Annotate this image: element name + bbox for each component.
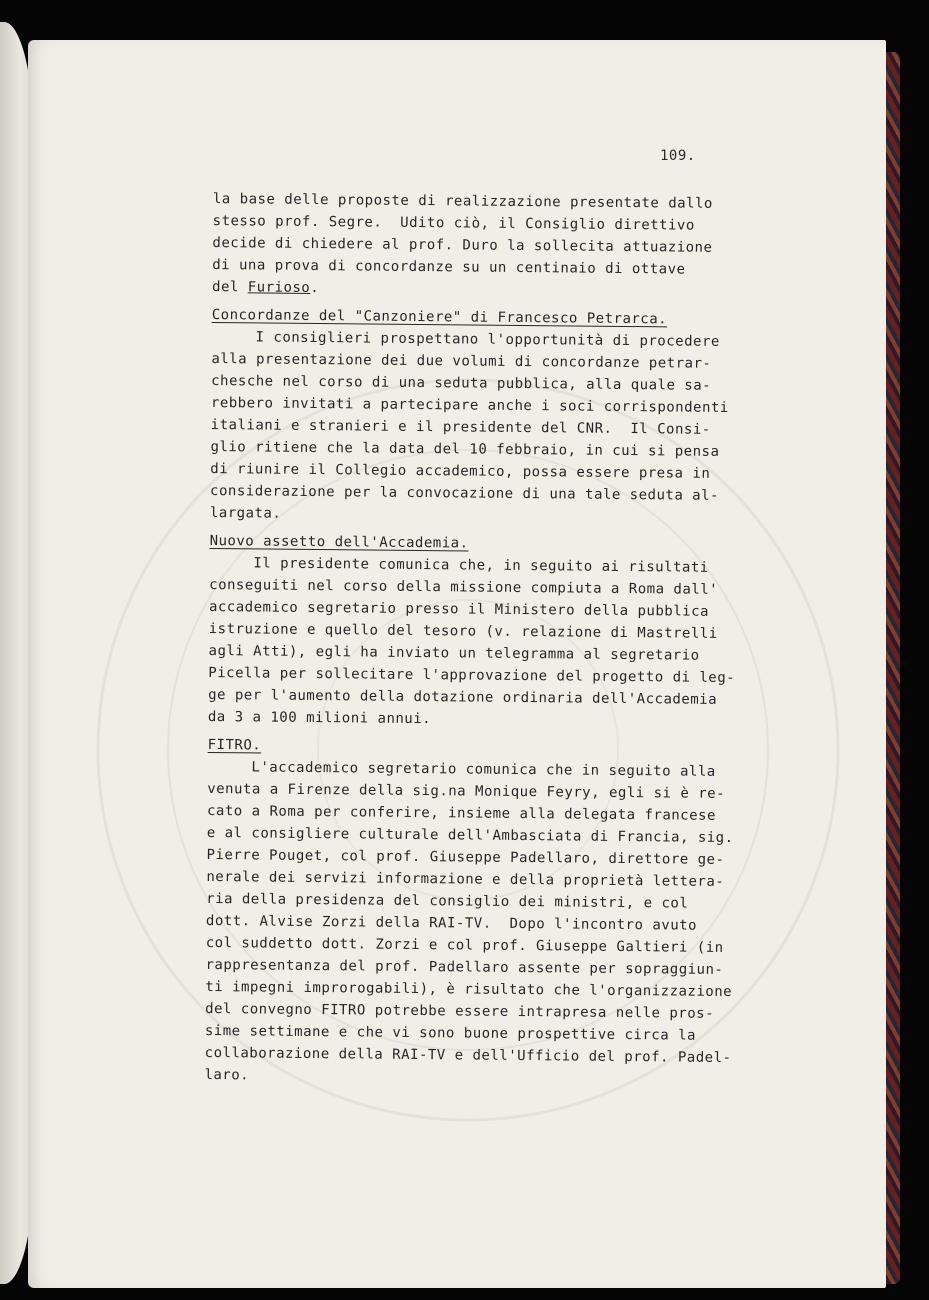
- text-fragment: .: [310, 279, 320, 297]
- text-line: di una prova di concordanze su un centinaio di ottave: [212, 256, 686, 278]
- text-line: laro.: [204, 1066, 250, 1084]
- text-line: chesche nel corso di una seduta pubblica, alla quale sa-: [211, 372, 712, 394]
- text-line: dott. Alvise Zorzi della RAI-TV. Dopo l'incontro avuto: [205, 912, 698, 934]
- text-line: L'accademico segretario comunica che in seguito alla: [251, 759, 716, 780]
- text-line: venuta a Firenze della sig.na Monique Feyry, egli si è re-: [207, 780, 726, 802]
- text-line: decide di chiedere al prof. Duro la sollecita attuazione: [212, 234, 713, 256]
- text-line: nerale dei servizi informazione e della proprietà lettera-: [206, 868, 725, 890]
- section-accademia: [208, 530, 770, 733]
- text-line: agli Atti), egli ha inviato un telegramma al segretario: [208, 642, 700, 664]
- section-fitro: [204, 734, 767, 1091]
- text-line: Picella per sollecitare l'approvazione del progetto di leg-: [208, 664, 736, 687]
- section-heading: FITRO.: [207, 736, 262, 754]
- text-line: collaborazione della RAI-TV e dell'Ufficio del prof. Padel-: [204, 1044, 732, 1067]
- text-line: italiani e stranieri e il presidente del CNR. Il Consi-: [210, 416, 711, 438]
- text-line: largata.: [209, 504, 282, 522]
- document-body: [204, 188, 773, 1091]
- text-line: rappresentanza del prof. Padellaro assente per sopraggiun-: [205, 956, 724, 978]
- text-line: ge per l'aumento della dotazione ordinaria dell'Accademia: [208, 686, 718, 708]
- text-line: Il presidente comunica che, in seguito ai risultati: [253, 555, 709, 576]
- text-line: di riunire il Collegio accademico, possa essere presa in: [210, 460, 711, 482]
- text-line: rebbero invitati a partecipare anche i soci corrispondenti: [210, 394, 729, 416]
- text-line: [212, 276, 772, 303]
- text-line: sime settimane e che vi sono buone prospettive circa la: [204, 1022, 697, 1044]
- text-line: cato a Roma per conferire, insieme alla delegata francese: [206, 802, 717, 824]
- section-heading: Nuovo assetto dell'Accademia.: [209, 532, 469, 552]
- text-line: stesso prof. Segre. Udito ciò, il Consiglio direttivo: [212, 212, 695, 234]
- section-heading: Concordanze del "Canzoniere" di Francesco Petrarca.: [211, 306, 668, 328]
- text-line: conseguiti nel corso della missione compiuta a Roma dall': [209, 576, 719, 598]
- text-line: considerazione per la convocazione di una tale seduta al-: [210, 482, 720, 504]
- document-page: [28, 40, 886, 1288]
- section-canzoniere: [210, 304, 772, 529]
- text-fragment: del: [211, 278, 248, 296]
- text-line: ti impegni improrogabili), è risultato che l'organizzazione: [205, 978, 733, 1001]
- text-line: del convegno FITRO potrebbe essere intrapresa nelle pros-: [205, 1000, 715, 1022]
- text-line: e al consigliere culturale dell'Ambasciata di Francia, sig.: [206, 824, 734, 847]
- text-line: col suddetto dott. Zorzi e col prof. Giuseppe Galtieri (in: [205, 934, 724, 956]
- text-line: accademico segretario presso il Ministero della pubblica: [208, 598, 710, 620]
- text-line: da 3 a 100 milioni annui.: [207, 708, 432, 728]
- text-line: alla presentazione dei due volumi di concordanze petrar-: [211, 350, 712, 372]
- text-line: I consiglieri prospettano l'opportunità di procedere: [255, 329, 720, 350]
- text-line: glio ritiene che la data del 10 febbraio, in cui si pensa: [210, 438, 720, 460]
- underlined-title: Furioso: [247, 279, 311, 296]
- text-line: Pierre Pouget, col prof. Giuseppe Padellaro, direttore ge-: [206, 846, 725, 868]
- intro-paragraph: [212, 188, 773, 303]
- text-line: istruzione e quello del tesoro (v. relazione di Mastrelli: [208, 620, 718, 642]
- text-line: ria della presidenza del consiglio dei ministri, e col: [206, 890, 689, 912]
- text-line: la base delle proposte di realizzazione presentate dallo: [212, 190, 713, 212]
- page-number: 109.: [660, 148, 696, 164]
